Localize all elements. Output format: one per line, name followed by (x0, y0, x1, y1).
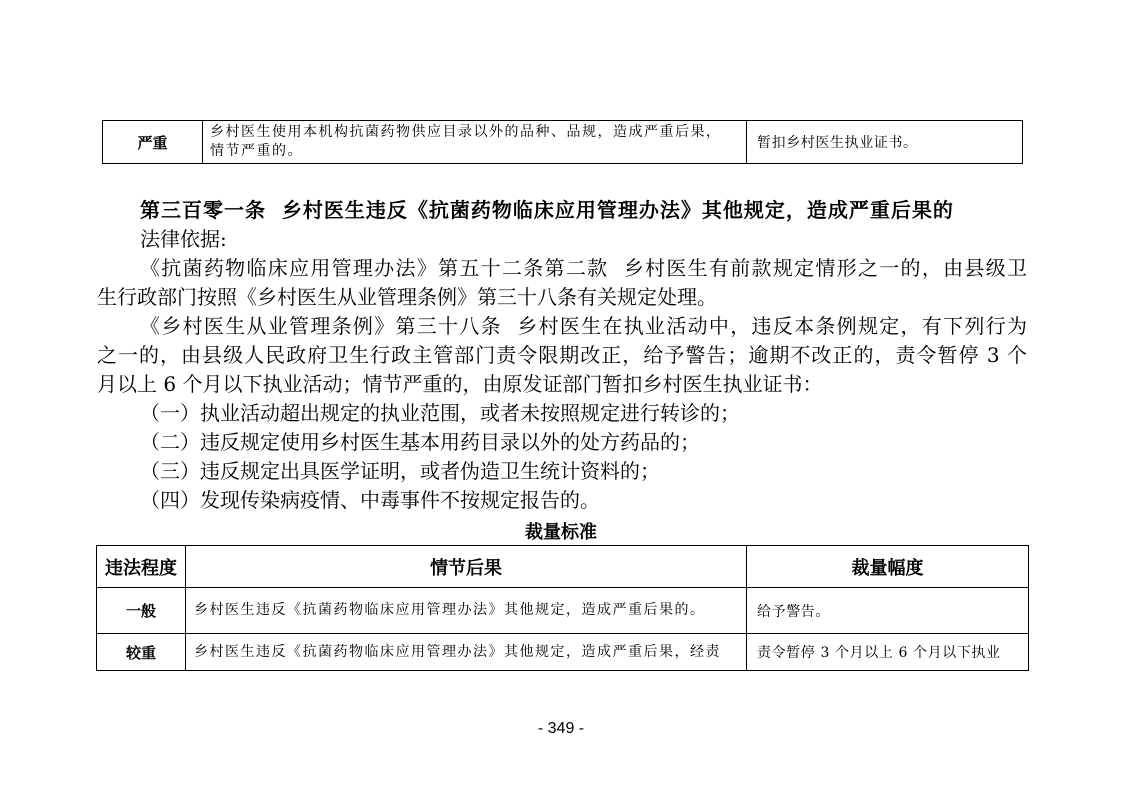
severity-level: 较重 (125, 643, 156, 662)
circumstance-cell (186, 634, 747, 671)
circumstance-cell (203, 121, 747, 164)
list-item: （四）发现传染病疫情、中毒事件不按规定报告的。 (140, 488, 600, 512)
paragraph (97, 312, 1027, 399)
header-penalty-range: 裁量幅度 (747, 546, 1029, 588)
circumstance-line: 情节严重的。 (210, 143, 303, 159)
violation-list (97, 399, 1027, 515)
table-row (103, 121, 1023, 164)
article-heading: 第三百零一条 乡村医生违反《抗菌药物临床应用管理办法》其他规定，造成严重后果的 (140, 198, 954, 222)
list-item: （一）执业活动超出规定的执业范围，或者未按照规定进行转诊的； (140, 401, 740, 425)
list-item: （二）违反规定使用乡村医生基本用药目录以外的处方药品的； (140, 430, 700, 454)
penalty-text: 暂扣乡村医生执业证书。 (757, 135, 918, 151)
paragraph-line: 之一的，由县级人民政府卫生行政主管部门责令限期改正，给予警告；逾期不改正的，责令暂停 3 个 (97, 343, 1027, 367)
circumstance-cell (186, 588, 747, 634)
penalty-cell (747, 121, 1023, 164)
penalty-text: 给予警告。 (757, 603, 830, 620)
severity-level: 严重 (137, 133, 168, 152)
discretion-standard-table (96, 545, 1029, 671)
penalty-cell (747, 634, 1029, 671)
paragraph-line: 生行政部门按照《乡村医生从业管理条例》第三十八条有关规定处理。 (97, 285, 717, 309)
list-item: （三）违反规定出具医学证明，或者伪造卫生统计资料的； (140, 459, 660, 483)
circumstance-line: 乡村医生使用本机构抗菌药物供应目录以外的品种、品规，造成严重后果， (210, 124, 722, 140)
table-header-row (97, 546, 1029, 588)
article-body (97, 196, 1027, 515)
header-severity: 违法程度 (97, 546, 186, 588)
severity-level-cell (103, 121, 203, 164)
severity-level: 一般 (125, 602, 156, 620)
penalty-text: 责令暂停 3 个月以上 6 个月以下执业 (757, 645, 1001, 661)
paragraph-line: 月以上 6 个月以下执业活动；情节严重的，由原发证部门暂扣乡村医生执业证书： (97, 372, 823, 396)
discretion-standard-title: 裁量标准 (525, 522, 597, 543)
severity-level-cell (97, 588, 186, 634)
penalty-cell (747, 588, 1029, 634)
header-circumstance: 情节后果 (186, 546, 747, 588)
table-row (97, 588, 1029, 634)
table-row (97, 634, 1029, 671)
continued-penalty-table (102, 120, 1023, 164)
circumstance-text: 乡村医生违反《抗菌药物临床应用管理办法》其他规定，造成严重后果的。 (194, 602, 706, 618)
severity-level-cell (97, 634, 186, 671)
circumstance-text (203, 123, 746, 161)
circumstance-text: 乡村医生违反《抗菌药物临床应用管理办法》其他规定，造成严重后果，经责 (194, 643, 721, 660)
page-number: - 349 - (537, 720, 585, 737)
legal-basis-label: 法律依据: (140, 227, 227, 251)
paragraph (97, 254, 1027, 312)
paragraph-line: 《乡村医生从业管理条例》第三十八条 乡村医生在执业活动中，违反本条例规定，有下列行为 (140, 314, 1027, 338)
paragraph-line: 《抗菌药物临床应用管理办法》第五十二条第二款 乡村医生有前款规定情形之一的，由县级卫 (140, 256, 1027, 280)
